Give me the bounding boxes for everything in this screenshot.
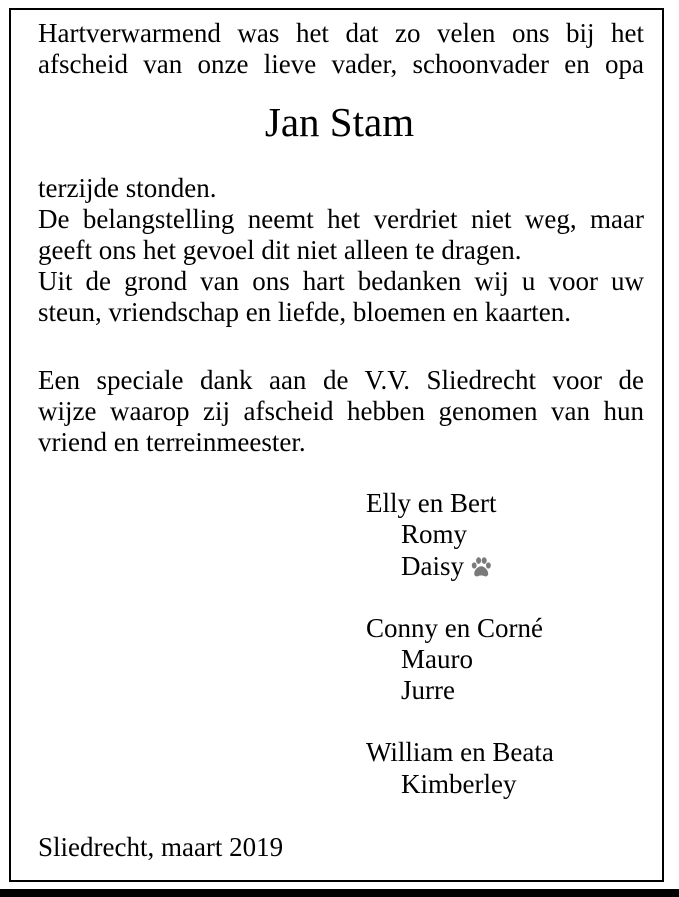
special-line: vriend en terreinmeester.	[38, 427, 306, 457]
intro-line: afscheid van onze lieve vader, schoonvader en opa	[38, 49, 644, 79]
special-line: wijze waarop zij afscheid hebben genomen van hun	[38, 396, 644, 426]
family-child: Romy	[401, 519, 468, 549]
body-paragraph	[38, 173, 644, 328]
family-parents: Conny en Corné	[366, 613, 543, 643]
family-child: Daisy	[401, 551, 464, 581]
family-parents: Elly en Bert	[366, 488, 497, 518]
body-line: Uit de grond van ons hart bedanken wij u voor uw	[38, 266, 644, 296]
body-line: De belangstelling neemt het verdriet niet weg, maar	[38, 204, 644, 234]
special-thanks-paragraph	[38, 365, 644, 458]
family-child-with-pet	[401, 551, 492, 585]
place-and-date: Sliedrecht, maart 2019	[38, 832, 284, 862]
bottom-rule	[0, 889, 679, 897]
family-child: Kimberley	[401, 769, 517, 799]
body-line: terzijde stonden.	[38, 173, 217, 203]
family-child: Jurre	[401, 675, 455, 705]
deceased-name: Jan Stam	[264, 99, 415, 145]
intro-line: Hartverwarmend was het dat zo velen ons bij het	[38, 18, 644, 48]
intro-paragraph	[38, 18, 644, 80]
body-line: geeft ons het gevoel dit niet alleen te dragen.	[38, 235, 522, 265]
family-child: Mauro	[401, 644, 473, 674]
body-line: steun, vriendschap en liefde, bloemen en kaarten.	[38, 297, 572, 327]
special-line: Een speciale dank aan de V.V. Sliedrecht voor de	[38, 365, 644, 395]
family-parents: William en Beata	[366, 737, 554, 767]
paw-print-icon	[470, 554, 492, 585]
